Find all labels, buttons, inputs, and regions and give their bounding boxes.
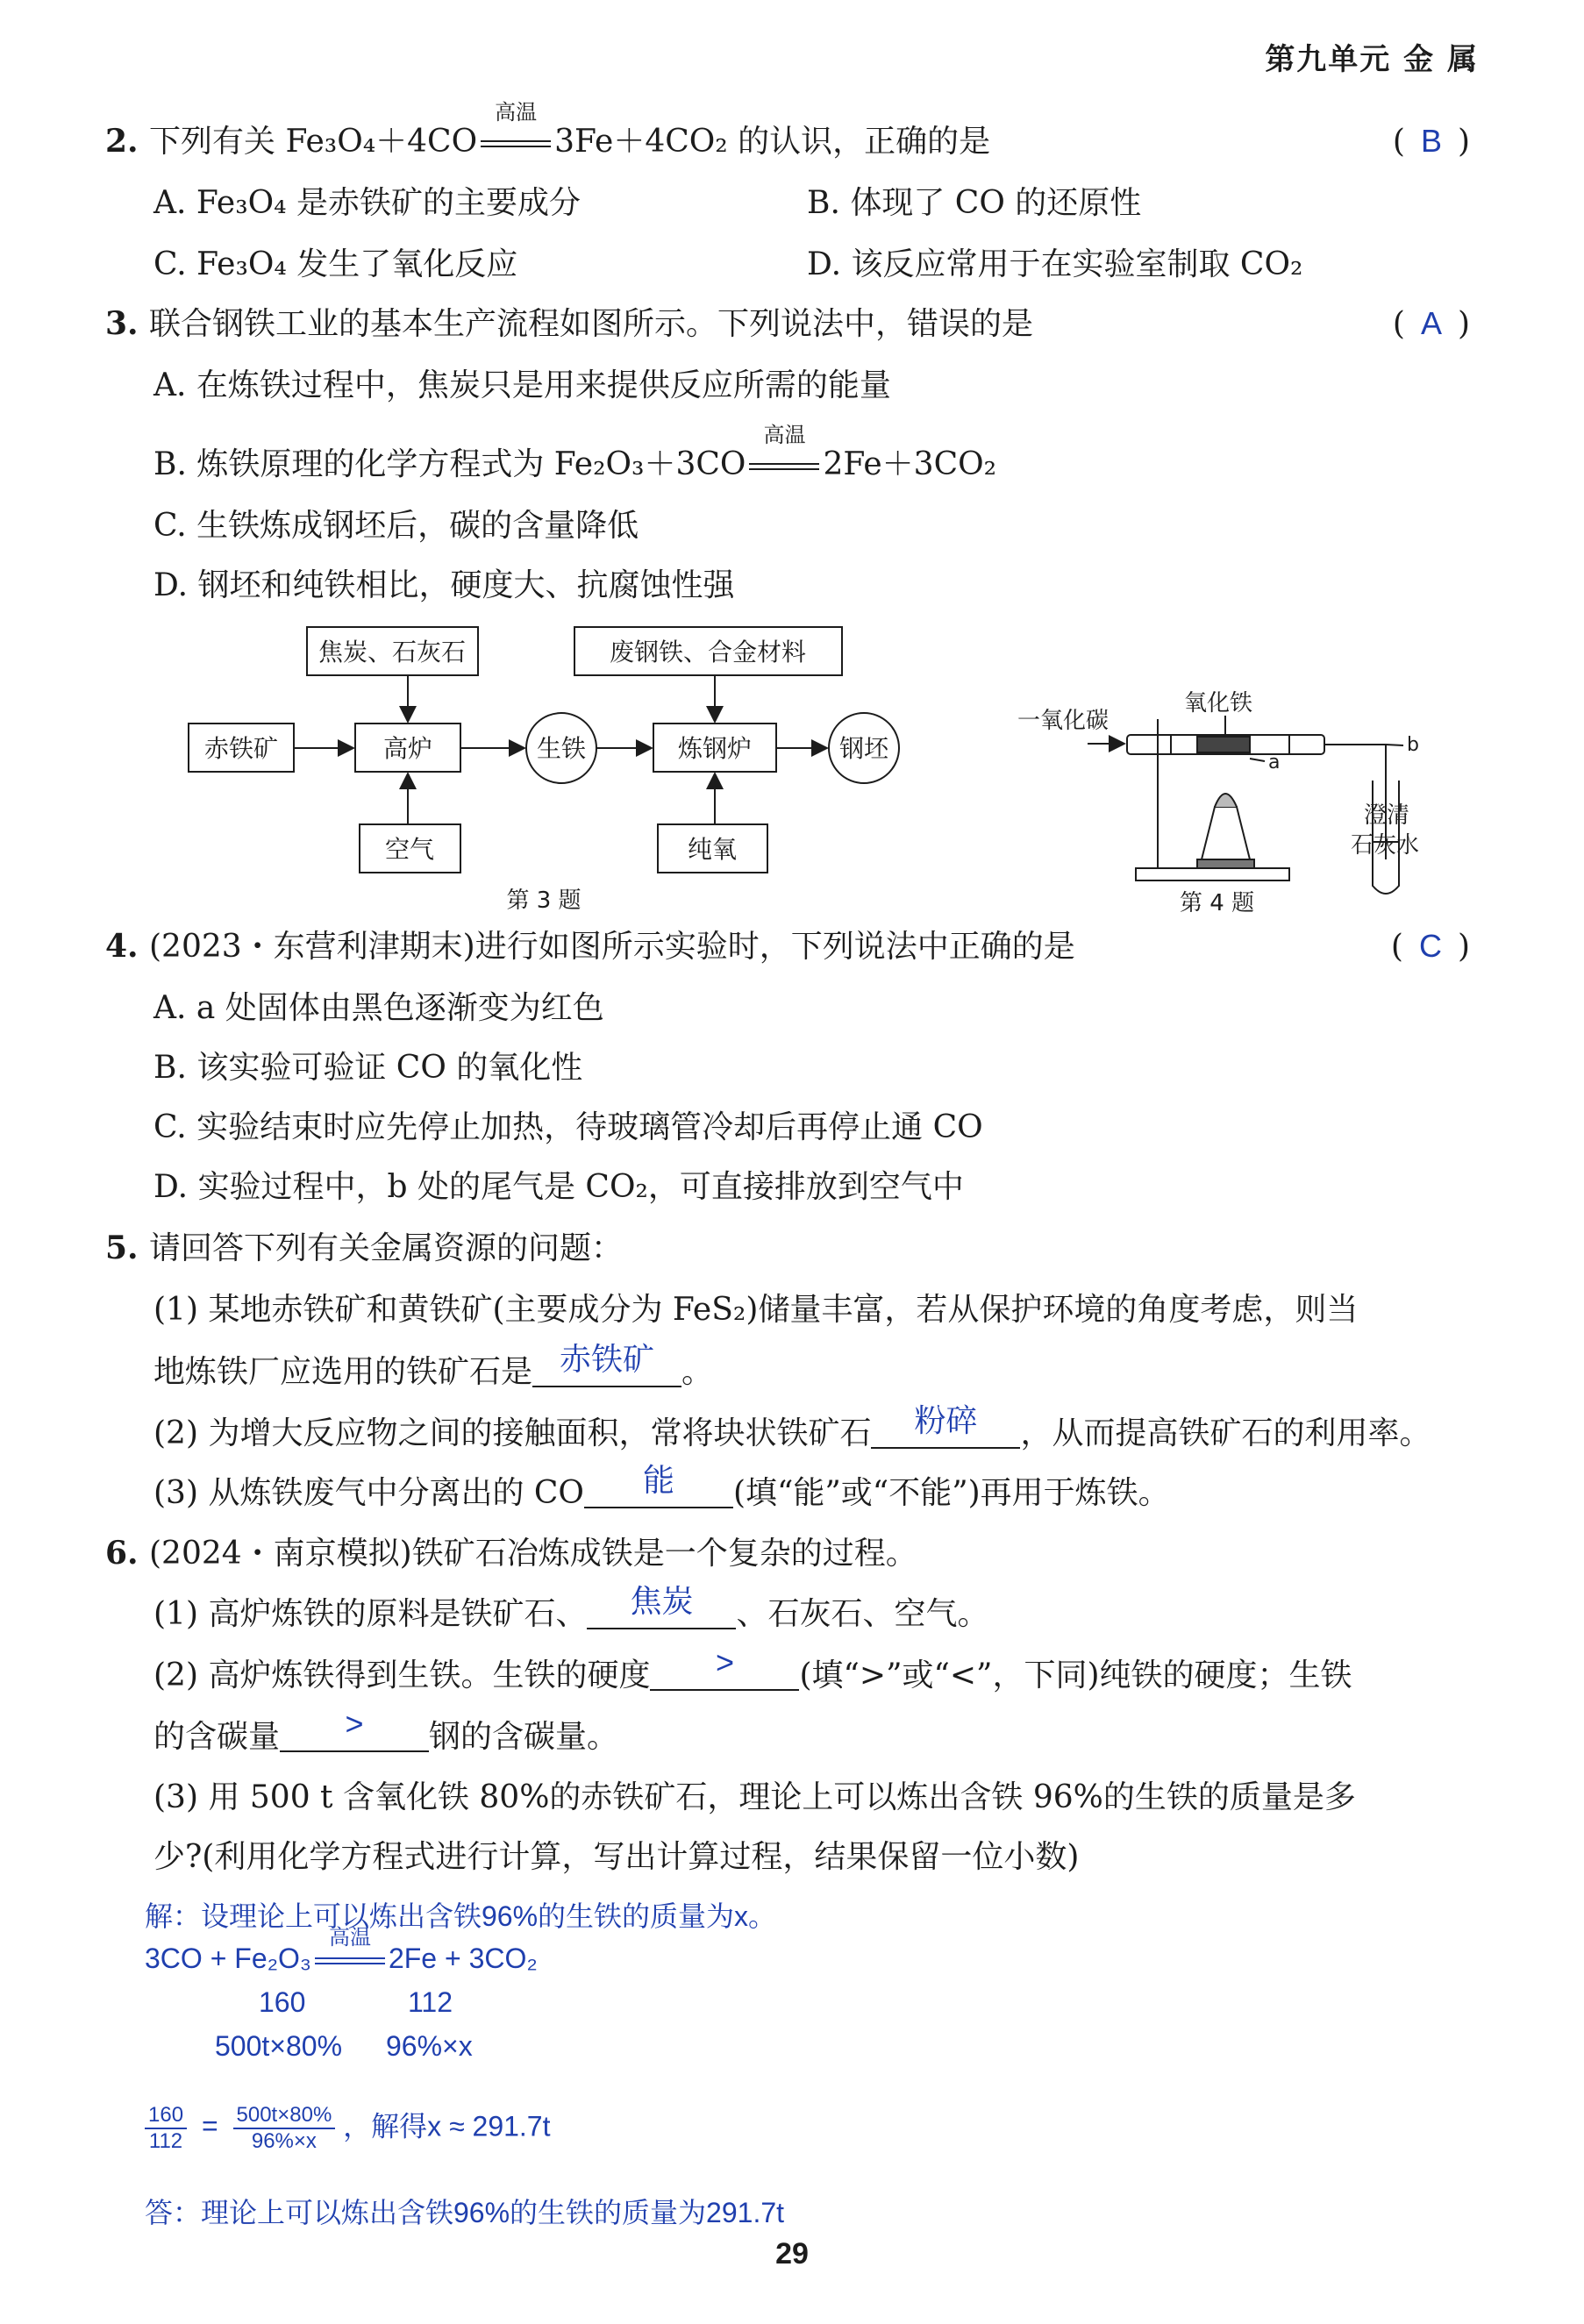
label-b: b [1407, 734, 1419, 756]
label-air: 空气 [384, 835, 435, 864]
q2-number: 2. [105, 123, 139, 160]
solution-setup: 解：设理论上可以炼出含铁96%的生铁的质量为x。 [145, 1900, 777, 1932]
label-hematite: 赤铁矿 [203, 734, 279, 763]
solution-given-1: 500t×80% [215, 2030, 343, 2062]
q3-option-d: D. 钢坯和纯铁相比，硬度大、抗腐蚀性强 [153, 567, 735, 603]
label-clear: 澄清 [1364, 802, 1410, 829]
q5-part3: (3) 从炼铁废气中分离出的 CO 能 (填“能”或“不能”)再用于炼铁。 [153, 1462, 1170, 1511]
q6-blank-3: > [280, 1712, 429, 1752]
label-steel-billet: 钢坯 [838, 734, 889, 763]
q5-stem: 5. 请回答下列有关金属资源的问题： [105, 1230, 624, 1266]
q6-blank-1: 焦炭 [587, 1589, 736, 1629]
label-blast-furnace: 高炉 [382, 734, 433, 763]
q2-option-c: C. Fe₃O₄ 发生了氧化反应 [153, 246, 518, 282]
q4-option-b: B. 该实验可验证 CO 的氧化性 [153, 1050, 583, 1086]
solution-equation: 3CO + Fe₂O₃ 高温 2Fe + 3CO₂ [145, 1926, 538, 1974]
label-iron-oxide: 氧化铁 [1184, 690, 1253, 716]
label-coke-limestone: 焦炭、石灰石 [318, 638, 467, 667]
label-pig-iron: 生铁 [536, 734, 587, 763]
q6-stem: 6. (2024・南京模拟)铁矿石冶炼成铁是一个复杂的过程。 [105, 1535, 917, 1572]
iron-oxide-sample [1197, 737, 1250, 752]
q4-answer: ( C ) [1390, 928, 1470, 965]
solution-proportion: $\frac{160}{112}$ = $\frac{500t\times 80\%}{96\%\times x}$ ，解得x ≈ 291.7t [145, 2103, 551, 2154]
q5-blank-1: 赤铁矿 [532, 1347, 681, 1387]
label-steel-furnace: 炼钢炉 [677, 734, 753, 763]
q5-blank-2: 粉碎 [871, 1408, 1020, 1449]
q6-blank-2: > [650, 1650, 799, 1691]
page-number: 29 [775, 2237, 809, 2271]
q3-option-c: C. 生铁炼成钢坯后，碳的含量降低 [153, 508, 639, 544]
q4-option-c: C. 实验结束时应先停止加热，待玻璃管冷却后再停止通 CO [153, 1109, 983, 1145]
flow-diagram [175, 614, 921, 921]
q3-option-a: A. 在炼铁过程中，焦炭只是用来提供反应所需的能量 [153, 367, 891, 403]
unit-header: 第九单元 金 属 [1265, 42, 1479, 77]
solution-answer: 答：理论上可以炼出含铁96%的生铁的质量为291.7t [145, 2197, 785, 2228]
figure-4-caption: 第 4 题 [1180, 890, 1255, 916]
q6-part3-line2: 少?(利用化学方程式进行计算，写出计算过程，结果保留一位小数) [153, 1839, 1080, 1875]
q2-answer: ( B ) [1392, 123, 1470, 160]
q2-stem: 2. 下列有关 Fe₃O₄＋4CO 高温 3Fe＋4CO₂ 的认识，正确的是 [105, 100, 991, 160]
label-scrap-alloy: 废钢铁、合金材料 [609, 638, 807, 667]
q4-option-d: D. 实验过程中，b 处的尾气是 CO₂，可直接排放到空气中 [153, 1169, 964, 1205]
label-limewater: 石灰水 [1351, 832, 1420, 859]
q5-part1-line1: (1) 某地赤铁矿和黄铁矿(主要成分为 FeS₂)储量丰富，若从保护环境的角度考虑，则当 [153, 1292, 1359, 1328]
q5-part1-line2: 地炼铁厂应选用的铁矿石是 赤铁矿 。 [153, 1341, 714, 1390]
q6-part2-line2: 的含碳量 > 钢的含碳量。 [153, 1706, 619, 1755]
solution-molar-mass-1: 160 [259, 1986, 306, 2018]
label-a: a [1268, 752, 1281, 773]
q6-part3-line1: (3) 用 500 t 含氧化铁 80%的赤铁矿石，理论上可以炼出含铁 96%的生铁的质量是多 [153, 1779, 1356, 1815]
q2-option-b: B. 体现了 CO 的还原性 [807, 185, 1142, 221]
q2-option-d: D. 该反应常用于在实验室制取 CO₂ [807, 246, 1303, 282]
q4-stem: 4. (2023・东营利津期末)进行如图所示实验时，下列说法中正确的是 [105, 928, 1075, 965]
q6-part1: (1) 高炉炼铁的原料是铁矿石、 焦炭 、石灰石、空气。 [153, 1583, 989, 1632]
q3-option-b: B. 炼铁原理的化学方程式为 Fe₂O₃＋3CO 高温 2Fe＋3CO₂ [153, 423, 997, 482]
q3-stem: 3. 联合钢铁工业的基本生产流程如图所示。下列说法中，错误的是 [105, 305, 1034, 342]
q5-part2: (2) 为增大反应物之间的接触面积，常将块状铁矿石 粉碎 ，从而提高铁矿石的利用率。 [153, 1402, 1431, 1451]
reaction-condition: 高温 [481, 123, 551, 160]
q5-blank-3: 能 [584, 1468, 733, 1508]
q3-answer: ( A ) [1392, 305, 1470, 342]
q2-option-a: A. Fe₃O₄ 是赤铁矿的主要成分 [153, 185, 582, 221]
solution-molar-mass-2: 112 [408, 1986, 453, 2018]
q6-part2-line1: (2) 高炉炼铁得到生铁。生铁的硬度 > (填“>”或“<”，下同)纯铁的硬度；生铁 [153, 1644, 1352, 1693]
figure-3-caption: 第 3 题 [506, 888, 582, 914]
q4-option-a: A. a 处固体由黑色逐渐变为红色 [153, 990, 604, 1026]
label-oxygen: 纯氧 [687, 835, 738, 864]
solution-given-2: 96%×x [386, 2030, 473, 2062]
label-carbon-monoxide: 一氧化碳 [1017, 708, 1110, 734]
apparatus-figure [1017, 684, 1473, 921]
